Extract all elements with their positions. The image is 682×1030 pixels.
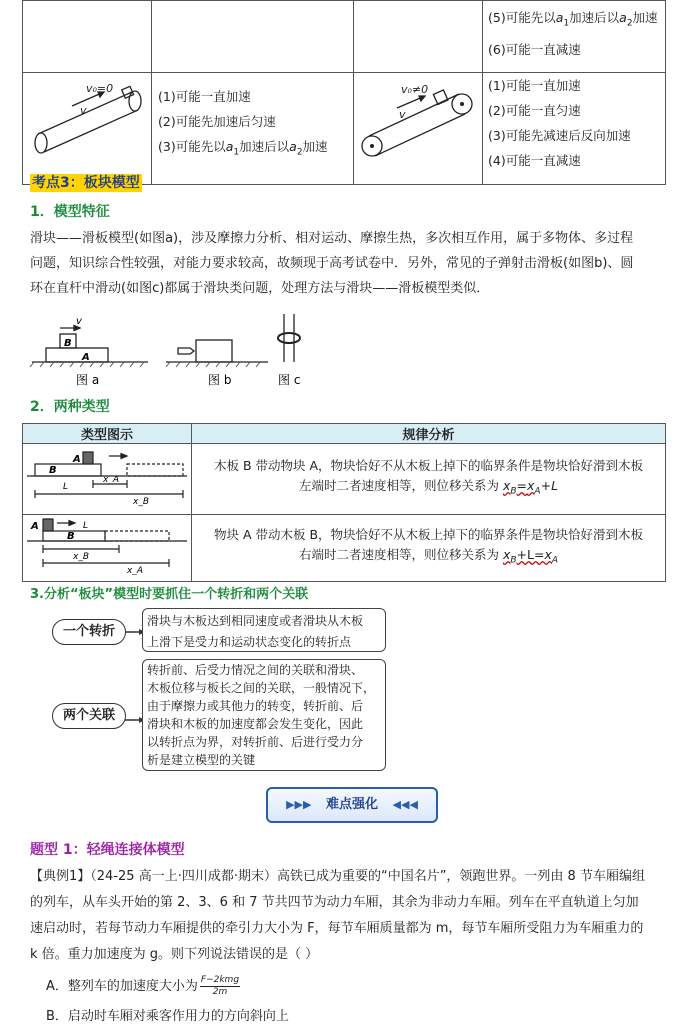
- formula-op: +: [540, 478, 552, 494]
- fig-A: A: [31, 521, 39, 532]
- displacement-formula: [502, 478, 541, 497]
- option-a[interactable]: [46, 974, 240, 999]
- question-type-title: 题型 1：轻绳连接体模型: [30, 842, 185, 858]
- option-a-text: A．整列车的加速度大小为: [46, 979, 198, 994]
- banner-text: 难点强化: [325, 797, 378, 812]
- cell-empty: [152, 1, 354, 73]
- subscript: A: [534, 486, 541, 497]
- two-types-table: [22, 423, 666, 582]
- kaodian-badge: 考点3：板块模型: [32, 175, 140, 191]
- cell-figure-v0-zero: [23, 73, 152, 185]
- subscript: A: [551, 555, 559, 566]
- formula-op: =: [516, 478, 528, 494]
- cell-cases-continued: [483, 1, 666, 73]
- type2-analysis: [192, 515, 666, 582]
- fig-xB: x_B: [133, 497, 150, 507]
- subscript: 2: [626, 18, 633, 29]
- fig-xB: x_B: [73, 552, 90, 562]
- case-text: (1)可能一直加速: [158, 89, 251, 104]
- fig-c-label: 图 c: [278, 373, 301, 387]
- fig-b-label: 图 b: [208, 373, 232, 387]
- fig-a-label: 图 a: [76, 373, 100, 387]
- fig-a-B: B: [64, 338, 72, 349]
- box-line: 转折前、后受力情况之间的关联和滑块、: [147, 663, 364, 677]
- box-line: 由于摩擦力或其他力的转变，转折前、后: [147, 699, 364, 713]
- stem-line: （24-25 高一上·四川成都·期末）高铁已成为重要的“中国名片”，领跑世界。一列由 8 节车厢编组: [90, 869, 645, 884]
- symbol-a: a: [289, 139, 297, 154]
- symbol-a: a: [225, 139, 234, 154]
- analysis-line: 木板 B 带动物块 A，物块恰好不从木板上掉下的临界条件是物块恰好滑到木板: [213, 458, 644, 474]
- section2-title: 2．两种类型: [30, 399, 110, 415]
- case-text: (2)可能一直匀速: [488, 103, 581, 118]
- symbol-a: a: [555, 10, 564, 25]
- stem-line: 的列车，从车头开始的第 2、3、6 和 7 节共四节为动力车厢，其余为非动力车厢。列车在平直轨道上匀加: [30, 895, 639, 910]
- case-text: (3)可能先以: [158, 139, 226, 154]
- subscript: B: [510, 555, 517, 566]
- header-type-figure: 类型图示: [23, 424, 192, 444]
- case-text: 加速后以: [239, 139, 290, 154]
- formula-op: +L=: [516, 547, 545, 563]
- section3-title: 3.分析“板块”模型时要抓住一个转折和两个关联: [30, 587, 309, 602]
- cell-cases-v0-zero: [152, 73, 354, 185]
- subscript: 1: [563, 18, 570, 29]
- box-line: 滑块与木板达到相同速度或者滑块从木板: [147, 614, 364, 628]
- case-text: (6)可能一直减速: [488, 41, 581, 57]
- node-two-associations: 两个关联: [52, 703, 126, 729]
- v0-label: v₀≠0: [401, 83, 429, 96]
- subscript: B: [510, 486, 517, 497]
- case-text: (3)可能先减速后反向加速: [488, 128, 631, 143]
- subscript: 1: [233, 147, 240, 158]
- box-line: 以转折点为界，对转折前、后进行受力分: [147, 735, 364, 749]
- case-text: (4)可能一直减速: [488, 153, 581, 168]
- type2-figure: [23, 515, 191, 575]
- fig-L: L: [83, 521, 89, 531]
- figures-abc: [28, 310, 318, 392]
- inclined-belt-figure: [355, 74, 481, 174]
- formula-x: x: [527, 478, 535, 494]
- fig-a-v: v: [76, 316, 82, 327]
- analysis-line: 物块 A 带动木板 B，物块恰好不从木板上掉下的临界条件是物块恰好滑到木板: [213, 527, 644, 543]
- analysis-line: 左端时二者速度相等，则位移关系为: [298, 478, 503, 494]
- cell-empty: [354, 1, 483, 73]
- case-text: 加速后以: [569, 10, 620, 25]
- banner-arrows-right-icon: ▶▶▶: [286, 798, 312, 811]
- fraction-denominator: 2m: [212, 987, 228, 997]
- displacement-formula: [502, 547, 559, 566]
- symbol-a: a: [619, 10, 627, 25]
- fig-B: B: [67, 531, 75, 542]
- cell-empty: [23, 1, 152, 73]
- case-text: (5)可能先以: [488, 10, 556, 25]
- v-label: v: [399, 108, 406, 121]
- type1-figure-cell: [23, 444, 192, 515]
- formula-L: L: [551, 478, 559, 494]
- example-tag: 【典例1】: [30, 869, 91, 884]
- difficulty-banner: [266, 787, 438, 823]
- paragraph-line: 滑块——滑板模型(如图a)，涉及摩擦力分析、相对运动、摩擦生热，多次相互作用，属于多物体、多过程: [30, 231, 634, 246]
- paragraph-line: 问题，知识综合性较强，对能力要求较高，故频现于高考试卷中．另外，常见的子弹射击滑板(如图b)、圆: [30, 256, 634, 271]
- analysis-line: 右端时二者速度相等，则位移关系为: [298, 547, 503, 563]
- header-rule-analysis: 规律分析: [192, 424, 666, 444]
- section-heading-kaodian: [30, 172, 142, 192]
- conveyor-table: [22, 0, 666, 185]
- stem-line: k 倍。重力加速度为 g。则下列说法错误的是（ ）: [30, 947, 319, 962]
- banner-arrows-left-icon: ◀◀◀: [392, 798, 418, 811]
- fraction-numerator: F−2kmg: [200, 975, 240, 985]
- formula-x: x: [502, 478, 511, 494]
- cell-figure-v0-nonzero: [354, 73, 483, 185]
- formula-x: x: [502, 547, 511, 563]
- case-text: (1)可能一直加速: [488, 78, 581, 93]
- type1-analysis: [192, 444, 666, 515]
- question-stem: [30, 864, 645, 968]
- section1-paragraph: [30, 226, 633, 301]
- fig-A: A: [73, 454, 81, 465]
- paragraph-line: 环在直杆中滑动(如图c)都属于滑块类问题，处理方法与滑块——滑板模型类似．: [30, 281, 490, 296]
- v0-label: v₀=0: [86, 82, 114, 95]
- stem-line: 速启动时，若每节动力车厢提供的牵引力大小为 F，每节车厢质量都为 m，每节车厢所受阻力为车厢重力的: [30, 921, 644, 936]
- option-b[interactable]: B．启动时车厢对乘客作用力的方向斜向上: [46, 1009, 289, 1024]
- box-line: 上滑下是受力和运动状态变化的转折点: [147, 635, 352, 649]
- fig-B: B: [49, 465, 57, 476]
- type2-figure-cell: [23, 515, 192, 582]
- formula-x: x: [544, 547, 552, 563]
- subscript: 2: [296, 147, 303, 158]
- cell-cases-v0-nonzero: [483, 73, 666, 185]
- box-line: 木板位移与板长之间的关联，一般情况下，: [147, 681, 376, 695]
- section1-title: 1．模型特征: [30, 204, 110, 220]
- fig-a-A: A: [82, 352, 90, 363]
- fraction: [200, 975, 240, 998]
- box-line: 滑块和木板的加速度都会发生变化，因此: [147, 717, 364, 731]
- v-label: v: [80, 104, 87, 117]
- case-text: (2)可能先加速后匀速: [158, 114, 276, 129]
- fig-L: L: [63, 482, 69, 492]
- case-text: 加速: [302, 139, 328, 154]
- node-one-turning-point: 一个转折: [52, 619, 126, 645]
- fig-xA: x_A: [103, 475, 119, 485]
- type1-figure: [23, 444, 191, 508]
- box-two-associations: [142, 659, 386, 771]
- box-line: 析是建立模型的关键: [147, 753, 256, 767]
- case-text: 加速: [632, 10, 658, 25]
- inclined-belt-figure: [24, 74, 150, 174]
- box-turning-point: [142, 608, 386, 652]
- fig-xA: x_A: [127, 566, 143, 575]
